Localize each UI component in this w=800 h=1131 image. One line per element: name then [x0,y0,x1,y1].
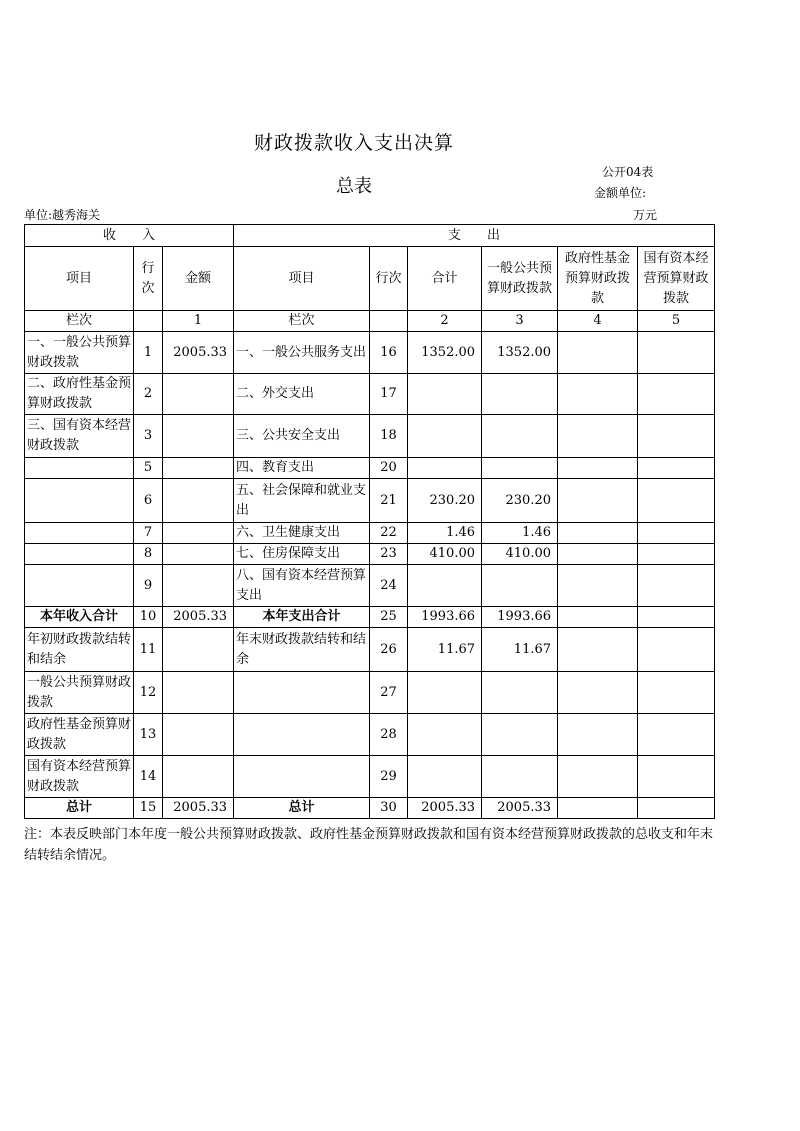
gov-fund-amount [558,374,638,415]
general-budget-amount [482,756,558,798]
table-row [25,756,715,798]
expense-row-no: 26 [370,628,408,672]
column-index-5: 5 [638,311,715,332]
table-row [25,332,715,374]
expense-row-no: 29 [370,756,408,798]
table-row [25,479,715,523]
general-budget-amount: 1993.66 [482,607,558,628]
state-capital-amount [638,565,715,607]
total-header: 合计 [408,247,482,311]
income-item: 本年收入合计 [25,607,134,628]
income-amount [163,523,234,544]
gov-fund-header: 政府性基金预算财政拨款 [558,247,638,311]
gov-fund-amount [558,544,638,565]
table-row [25,714,715,756]
income-row-no: 15 [134,798,163,819]
income-row-no: 7 [134,523,163,544]
income-row-no: 6 [134,479,163,523]
gov-fund-amount [558,798,638,819]
total-amount: 230.20 [408,479,482,523]
general-budget-amount [482,458,558,479]
income-row-no: 1 [134,332,163,374]
general-budget-amount [482,672,558,714]
expense-item: 一、一般公共服务支出 [234,332,370,374]
expense-row-no: 22 [370,523,408,544]
expense-item: 二、外交支出 [234,374,370,415]
expense-item [234,672,370,714]
income-amount: 2005.33 [163,798,234,819]
total-amount: 1993.66 [408,607,482,628]
gov-fund-amount [558,565,638,607]
income-item [25,458,134,479]
report-subtitle: 总表 [336,176,372,197]
state-capital-amount [638,458,715,479]
state-capital-amount [638,607,715,628]
total-amount [408,672,482,714]
income-item: 年初财政拨款结转和结余 [25,628,134,672]
income-item: 总计 [25,798,134,819]
table-row [25,607,715,628]
gov-fund-amount [558,714,638,756]
income-row-no: 8 [134,544,163,565]
expense-item: 五、社会保障和就业支出 [234,479,370,523]
gov-fund-amount [558,672,638,714]
expense-row-no: 30 [370,798,408,819]
state-capital-amount [638,798,715,819]
expense-row-no: 24 [370,565,408,607]
income-amount [163,415,234,458]
general-budget-amount [482,565,558,607]
income-amount: 2005.33 [163,607,234,628]
table-row [25,415,715,458]
expense-item: 总计 [234,798,370,819]
column-index-cell [370,311,408,332]
income-item: 一般公共预算财政拨款 [25,672,134,714]
income-amount [163,565,234,607]
column-index-cell [134,311,163,332]
state-capital-amount [638,415,715,458]
income-amount-header: 金额 [163,247,234,311]
gov-fund-amount [558,458,638,479]
state-capital-amount [638,544,715,565]
expense-row-no: 23 [370,544,408,565]
total-amount [408,565,482,607]
general-budget-amount [482,415,558,458]
expense-item: 八、国有资本经营预算支出 [234,565,370,607]
general-budget-amount: 2005.33 [482,798,558,819]
footnote: 注：本表反映部门本年度一般公共预算财政拨款、政府性基金预算财政拨款和国有资本经营预算财政拨款的总收支和年末结转结余情况。 [24,827,714,863]
income-item: 政府性基金预算财政拨款 [25,714,134,756]
general-budget-amount [482,374,558,415]
expense-item: 七、住房保障支出 [234,544,370,565]
gov-fund-amount [558,756,638,798]
income-item: 三、国有资本经营财政拨款 [25,415,134,458]
gov-fund-amount [558,523,638,544]
state-capital-amount [638,756,715,798]
expense-item [234,714,370,756]
income-amount [163,756,234,798]
income-item-header: 项目 [25,247,134,311]
total-amount: 410.00 [408,544,482,565]
general-budget-header: 一般公共预算财政拨款 [482,247,558,311]
total-amount: 2005.33 [408,798,482,819]
total-amount [408,374,482,415]
income-section-header: 收 入 [25,225,234,247]
income-amount [163,628,234,672]
general-budget-amount [482,714,558,756]
state-capital-amount [638,523,715,544]
organization-label: 单位:越秀海关 [24,208,101,222]
income-row-no: 13 [134,714,163,756]
general-budget-amount: 1.46 [482,523,558,544]
general-budget-amount: 11.67 [482,628,558,672]
gov-fund-amount [558,628,638,672]
expense-row-no: 28 [370,714,408,756]
income-row-no: 11 [134,628,163,672]
expense-item [234,756,370,798]
expense-item: 六、卫生健康支出 [234,523,370,544]
table-row [25,544,715,565]
total-amount [408,415,482,458]
state-capital-amount [638,628,715,672]
income-item: 一、一般公共预算财政拨款 [25,332,134,374]
state-capital-amount [638,714,715,756]
column-index-2: 2 [408,311,482,332]
expense-row-no-header: 行次 [370,247,408,311]
expense-row-no: 21 [370,479,408,523]
expense-item: 三、公共安全支出 [234,415,370,458]
income-row-no: 10 [134,607,163,628]
table-row [25,798,715,819]
expense-row-no: 25 [370,607,408,628]
income-amount [163,714,234,756]
gov-fund-amount [558,332,638,374]
income-item: 国有资本经营预算财政拨款 [25,756,134,798]
income-row-no: 2 [134,374,163,415]
state-capital-amount [638,479,715,523]
income-item [25,544,134,565]
total-amount [408,714,482,756]
expense-row-no: 20 [370,458,408,479]
total-amount: 11.67 [408,628,482,672]
income-row-no: 9 [134,565,163,607]
table-row [25,374,715,415]
general-budget-amount: 410.00 [482,544,558,565]
total-amount [408,458,482,479]
gov-fund-amount [558,415,638,458]
income-row-no-header: 行次 [134,247,163,311]
budget-table [24,224,715,819]
column-index-3: 3 [482,311,558,332]
table-row [25,523,715,544]
column-index-label: 栏次 [25,311,134,332]
column-index-1: 1 [163,311,234,332]
expense-item-header: 项目 [234,247,370,311]
expense-row-no: 27 [370,672,408,714]
expense-item: 本年支出合计 [234,607,370,628]
gov-fund-amount [558,607,638,628]
report-title: 财政拨款收入支出决算 [253,132,454,154]
total-amount: 1.46 [408,523,482,544]
income-item [25,479,134,523]
table-row [25,565,715,607]
income-amount [163,458,234,479]
income-amount [163,544,234,565]
form-number: 公开04表 [602,165,654,179]
general-budget-amount: 1352.00 [482,332,558,374]
expense-row-no: 18 [370,415,408,458]
state-capital-amount [638,332,715,374]
total-amount [408,756,482,798]
state-capital-amount [638,672,715,714]
expense-row-no: 17 [370,374,408,415]
table-row [25,458,715,479]
table-row [25,672,715,714]
expense-item: 年末财政拨款结转和结余 [234,628,370,672]
total-amount: 1352.00 [408,332,482,374]
state-capital-amount [638,374,715,415]
general-budget-amount: 230.20 [482,479,558,523]
income-amount [163,374,234,415]
expense-row-no: 16 [370,332,408,374]
state-capital-header: 国有资本经营预算财政拨款 [638,247,715,311]
income-row-no: 5 [134,458,163,479]
expense-section-header: 支 出 [234,225,715,247]
amount-unit-label: 金额单位: [594,186,647,200]
gov-fund-amount [558,479,638,523]
income-row-no: 14 [134,756,163,798]
income-amount [163,479,234,523]
income-amount: 2005.33 [163,332,234,374]
table-row [25,628,715,672]
income-row-no: 12 [134,672,163,714]
column-index-label-expense: 栏次 [234,311,370,332]
income-item [25,523,134,544]
expense-item: 四、教育支出 [234,458,370,479]
income-item: 二、政府性基金预算财政拨款 [25,374,134,415]
amount-unit-value: 万元 [633,208,658,222]
column-index-4: 4 [558,311,638,332]
income-item [25,565,134,607]
income-row-no: 3 [134,415,163,458]
income-amount [163,672,234,714]
